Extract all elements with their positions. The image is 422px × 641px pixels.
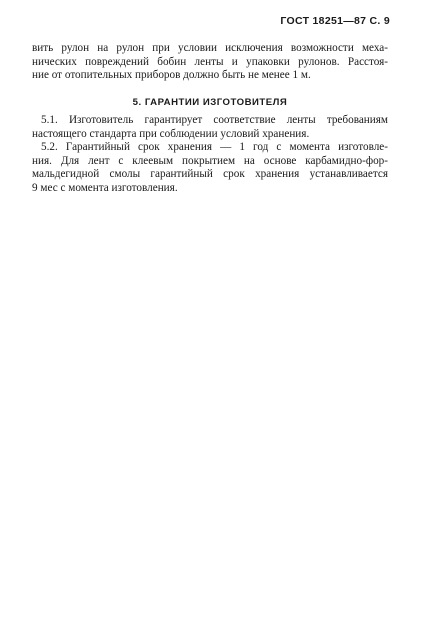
clause-5-2 xyxy=(32,141,388,195)
text-line: 5.2. Гарантийный срок хранения — 1 год с момента изготовле- xyxy=(41,141,388,153)
text-line: нических повреждений бобин ленты и упаковки рулонов. Расстоя- xyxy=(32,55,388,68)
clause-5-1 xyxy=(32,114,388,141)
text-line: ние от отопительных приборов должно быть не менее 1 м. xyxy=(32,69,311,82)
text-line: 9 мес с момента изготовления. xyxy=(32,181,178,194)
continuation-paragraph xyxy=(32,42,388,83)
running-header: ГОСТ 18251—87 С. 9 xyxy=(280,15,390,27)
text-line: вить рулон на рулон при условии исключения возможности меха- xyxy=(32,42,388,54)
text-line: настоящего стандарта при соблюдении условий хранения. xyxy=(32,127,310,140)
text-line: ния. Для лент с клеевым покрытием на основе карбамидно-фор- xyxy=(32,154,388,167)
section-heading: 5. ГАРАНТИИ ИЗГОТОВИТЕЛЯ xyxy=(132,97,288,108)
text-line: мальдегидной смолы гарантийный срок хранения устанавливается xyxy=(32,168,388,181)
text-line: 5.1. Изготовитель гарантирует соответствие ленты требованиям xyxy=(41,114,388,126)
